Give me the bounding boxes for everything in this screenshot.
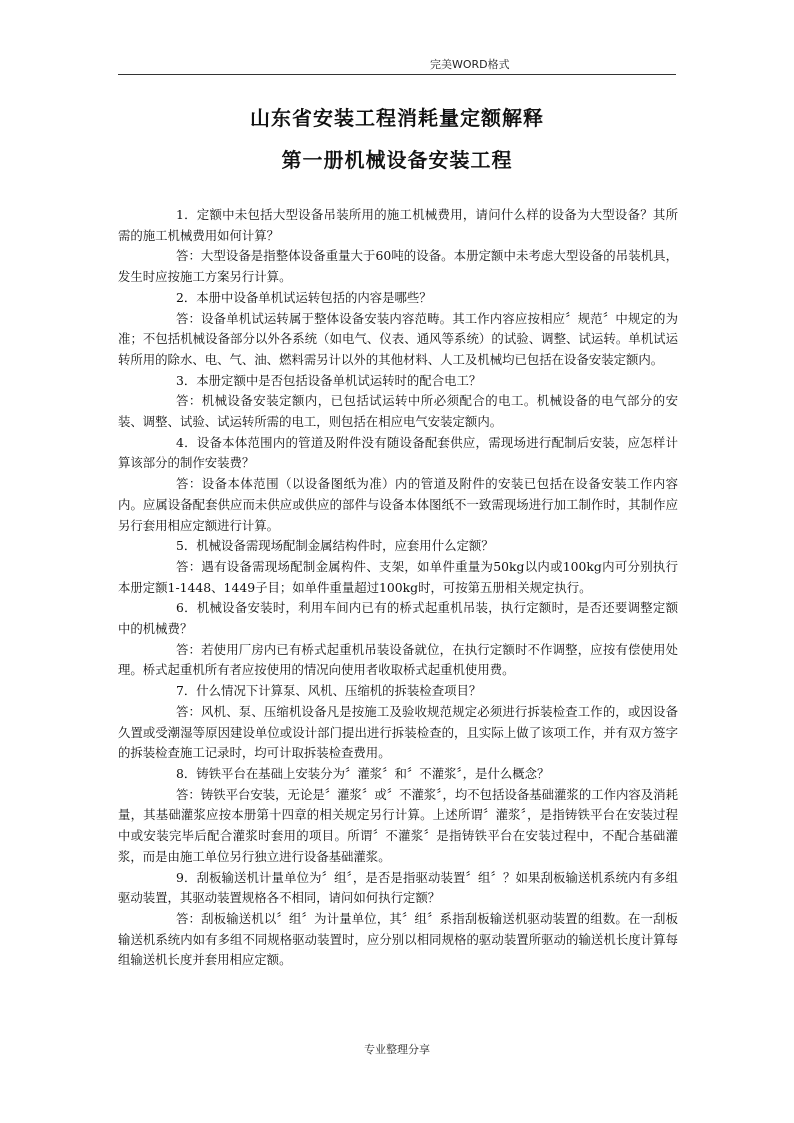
question-2: 2．本册中设备单机试运转包括的内容是哪些？	[176, 289, 432, 305]
answer-1: 答：大型设备是指整体设备重量大于60吨的设备。本册定额中未考虑大型设备的吊装机具，发生时应按施工方案另行计算。	[118, 248, 678, 285]
question-9: 9．刮板输送机计量单位为〞组〞，是否是指驱动装置〞组〞？如果刮板输送机系统内有多组驱动装置，其驱动装置规格各不相同，请问如何执行定额？	[118, 869, 678, 906]
document-subtitle: 第一册机械设备安装工程	[281, 148, 513, 172]
question-4: 4．设备本体范围内的管道及附件没有随设备配套供应，需现场进行配制后安装，应怎样计算该部分的制作安装费？	[118, 434, 678, 471]
answer-3: 答：机械设备安装定额内，已包括试运转中所必须配合的电工。机械设备的电气部分的安装、调整、试验、试运转所需的电工，则包括在相应电气安装定额内。	[118, 393, 678, 430]
question-5: 5．机械设备需现场配制金属结构件时，应套用什么定额？	[176, 538, 494, 554]
document-title: 山东省安装工程消耗量定额解释	[250, 106, 544, 130]
question-7: 7．什么情况下计算泵、风机、压缩机的拆装检查项目？	[176, 683, 482, 699]
answer-2: 答：设备单机试运转属于整体设备安装内容范畴。其工作内容应按相应〞规范〞中规定的为准；不包括机械设备部分以外各系统（如电气、仪表、通风等系统）的试验、调整、试运转。单机试运转所用的除水、电、气、油、燃料需另计以外的其他材料、人工及机械均已包括在设备安装定额内。	[118, 310, 678, 367]
header-text: 完美WORD格式	[430, 58, 510, 71]
document-body	[118, 205, 678, 971]
page-header	[118, 58, 676, 75]
answer-9: 答：刮板输送机以〞组〞为计量单位，其〞组〞系指刮板输送机驱动装置的组数。在一刮板输送机系统内如有多组不同规格驱动装置时，应分别以相同规格的驱动装置所驱动的输送机长度计算每组输送机长度并套用相应定额。	[118, 910, 678, 968]
question-1: 1．定额中未包括大型设备吊装所用的施工机械费用，请问什么样的设备为大型设备？其所需的施工机械费用如何计算？	[118, 207, 678, 243]
question-3: 3．本册定额中是否包括设备单机试运转时的配合电工？	[176, 372, 482, 388]
answer-6: 答：若使用厂房内已有桥式起重机吊装设备就位，在执行定额时不作调整，应按有偿使用处理。桥式起重机所有者应按使用的情况向使用者收取桥式起重机使用费。	[118, 641, 678, 678]
answer-8: 答：铸铁平台安装，无论是〞灌浆〞或〞不灌浆〞，均不包括设备基础灌浆的工作内容及消耗量，其基础灌浆应按本册第十四章的相关规定另行计算。上述所谓〞灌浆〞，是指铸铁平台在安装过程中或安装完毕后配合灌浆时套用的项目。所谓〞不灌浆〞是指铸铁平台在安装过程中，不配合基础灌浆，而是由施工单位另行独立进行设备基础灌浆。	[118, 786, 678, 864]
question-6: 6．机械设备安装时，利用车间内已有的桥式起重机吊装，执行定额时，是否还要调整定额中的机械费？	[118, 600, 678, 637]
answer-5: 答：遇有设备需现场配制金属构件、支架，如单件重量为50kg以内或100kg内可分别执行本册定额1-1448、1449子目；如单件重量超过100kg时，可按第五册相关规定执行。	[118, 558, 678, 595]
answer-4: 答：设备本体范围（以设备图纸为准）内的管道及附件的安装已包括在设备安装工作内容内。应属设备配套供应而未供应或供应的部件与设备本体图纸不一致需现场进行加工制作时，其制作应另行套用相应定额进行计算。	[118, 476, 678, 533]
answer-7: 答：风机、泵、压缩机设备凡是按施工及验收规范规定必须进行拆装检查工作的，或因设备久置或受潮湿等原因建设单位或设计部门提出进行拆装检查的，且实际上做了该项工作，并有双方签字的拆装检查施工记录时，均可计取拆装检查费用。	[118, 703, 678, 761]
question-8: 8．铸铁平台在基础上安装分为〞灌浆〞和〞不灌浆〞，是什么概念？	[176, 765, 550, 781]
page-footer: 专业整理分享	[364, 1043, 430, 1056]
